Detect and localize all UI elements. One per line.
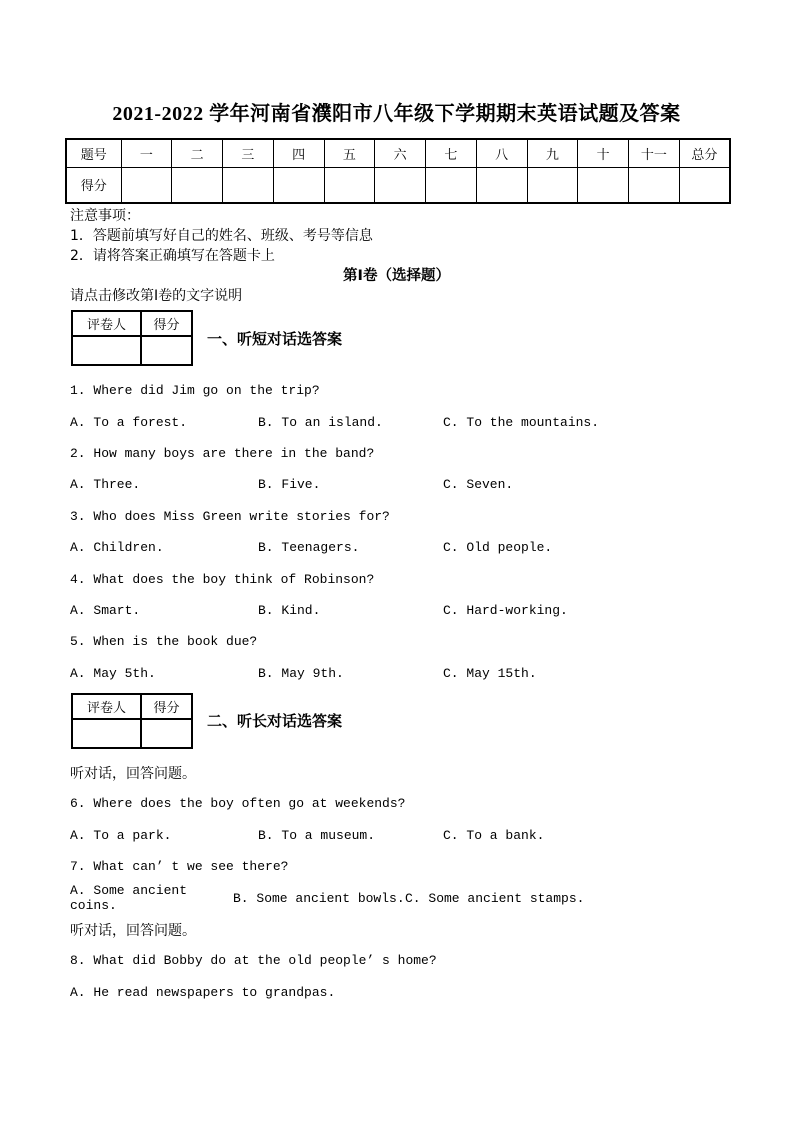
grader-score-box-2 [71,693,193,749]
question-2-option-b: B. Five. [258,477,321,493]
score-cell [629,167,680,203]
score-row-label: 得分 [66,167,121,203]
page-title: 2021-2022 学年河南省濮阳市八年级下学期期末英语试题及答案 [112,103,681,125]
col-header-6: 六 [375,139,426,167]
question-7-options [70,882,793,913]
question-3-options [70,532,793,563]
score-cell [121,167,172,203]
question-6-option-b: B. To a museum. [258,827,376,843]
question-4-options [70,595,793,626]
score-cell [223,167,274,203]
question-5-options [70,658,793,689]
question-1-option-c: C. To the mountains. [443,414,600,430]
grader-label: 评卷人 [72,694,141,719]
question-1: 1. Where did Jim go on the trip? [70,383,320,399]
score-cell [141,336,192,365]
section2-heading: 二、听长对话选答案 [207,712,343,731]
question-7-option-c: C. Some ancient stamps. [405,890,585,906]
edit-part1-hint[interactable]: 请点击修改第Ⅰ卷的文字说明 [70,288,243,304]
col-header-3: 三 [223,139,274,167]
grader-cell [72,719,141,748]
score-cell [426,167,477,203]
question-6-options [70,820,793,851]
question-4-option-c: C. Hard-working. [443,602,568,618]
notice-heading: 注意事项： [70,208,140,224]
question-4-option-a: A. Smart. [70,602,141,618]
question-3-option-b: B. Teenagers. [258,540,360,556]
score-cell [527,167,578,203]
col-header-10: 十 [578,139,629,167]
question-number-row [66,139,730,167]
col-header-8: 八 [476,139,527,167]
grader-label: 评卷人 [72,311,141,336]
score-cell [476,167,527,203]
question-3-option-a: A. Children. [70,540,164,556]
question-6: 6. Where does the boy often go at weekends? [70,796,406,812]
col-header-4: 四 [273,139,324,167]
question-4: 4. What does the boy think of Robinson? [70,571,375,587]
section1-header-row [71,310,793,366]
question-6-option-a: A. To a park. [70,827,172,843]
part1-heading: 第Ⅰ卷（选择题） [343,268,450,284]
question-8: 8. What did Bobby do at the old people’ s home? [70,953,437,969]
col-header-1: 一 [121,139,172,167]
question-7-option-a: A. Some ancient coins. [70,883,188,914]
question-1-options [70,406,793,437]
question-3-option-c: C. Old people. [443,540,553,556]
section2-questions [70,757,793,1008]
grader-cell [72,336,141,365]
question-1-option-b: B. To an island. [258,414,383,430]
col-header-9: 九 [527,139,578,167]
notice-item-1: 1．答题前填写好自己的姓名、班级、考号等信息 [70,228,373,244]
question-4-option-b: B. Kind. [258,602,321,618]
col-header-7: 七 [426,139,477,167]
score-label: 得分 [141,311,192,336]
score-cell [273,167,324,203]
score-cell [578,167,629,203]
question-8-option-a: A. He read newspapers to grandpas. [70,984,336,1000]
grader-score-box-1 [71,310,193,366]
section2-header-row [71,693,793,749]
section1-heading: 一、听短对话选答案 [207,329,343,348]
question-2-option-c: C. Seven. [443,477,514,493]
question-5-option-c: C. May 15th. [443,665,537,681]
col-header-5: 五 [324,139,375,167]
question-6-option-c: C. To a bank. [443,827,545,843]
question-7: 7. What can’ t we see there? [70,859,289,875]
question-7-option-b: B. Some ancient bowls. [233,890,405,906]
question-5-option-a: A. May 5th. [70,665,156,681]
score-cell [141,719,192,748]
score-cell-total [679,167,730,203]
score-cell [324,167,375,203]
question-2-option-a: A. Three. [70,477,141,493]
listen-prompt-2: 听对话，回答问题。 [70,922,196,939]
listen-prompt-1: 听对话，回答问题。 [70,765,196,782]
question-2: 2. How many boys are there in the band? [70,445,375,461]
question-2-options [70,469,793,500]
score-cell [172,167,223,203]
col-header-2: 二 [172,139,223,167]
score-cell [375,167,426,203]
notice-item-2: 2．请将答案正确填写在答题卡上 [70,248,275,264]
question-1-option-a: A. To a forest. [70,414,188,430]
question-5: 5. When is the book due? [70,634,258,650]
score-row [66,167,730,203]
section1-questions [70,375,793,689]
question-3: 3. Who does Miss Green write stories for? [70,508,390,524]
question-5-option-b: B. May 9th. [258,665,344,681]
col-header-11: 十一 [629,139,680,167]
score-summary-table [65,138,731,204]
notice-block [70,206,793,266]
col-header-total: 总分 [679,139,730,167]
question-number-label: 题号 [66,139,121,167]
score-label: 得分 [141,694,192,719]
